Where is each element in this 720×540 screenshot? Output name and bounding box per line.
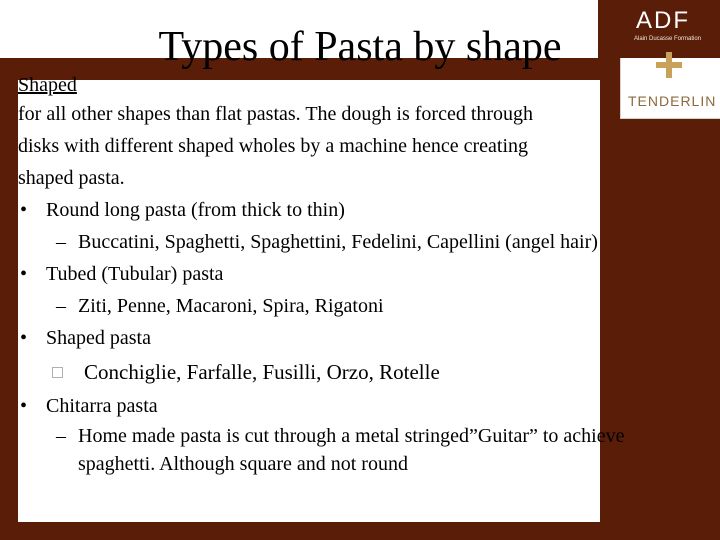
list-item-label: Shaped pasta xyxy=(46,327,151,349)
sub-list-item xyxy=(18,290,708,322)
adf-logo-text: ADF xyxy=(636,7,690,34)
list-item-label: Round long pasta (from thick to thin) xyxy=(46,199,345,221)
dash-icon: – xyxy=(56,295,66,317)
sub-list-item xyxy=(18,422,708,478)
partner-logo-text: TENDERLIN xyxy=(628,93,717,109)
intro-line: shaped pasta. xyxy=(18,167,125,189)
sub-list-item-label: Home made pasta is cut through a metal stringed”Guitar” to achieve xyxy=(78,425,625,447)
intro-line: disks with different shaped wholes by a machine hence creating xyxy=(18,135,529,157)
pasta-type-list xyxy=(18,194,708,478)
square-bullet-icon xyxy=(52,367,63,378)
adf-logo-subtitle: Alain Ducasse Formation xyxy=(634,36,702,42)
intro-line: for all other shapes than flat pastas. The dough is forced through xyxy=(18,103,534,125)
bullet-icon: • xyxy=(20,263,28,285)
slide-body xyxy=(18,72,708,478)
list-item xyxy=(18,322,708,354)
dash-icon: – xyxy=(56,231,66,253)
slide-title-text: Types of Pasta by shape xyxy=(158,24,562,70)
list-item-label: Chitarra pasta xyxy=(46,395,158,417)
sub-list-item-label: Buccatini, Spaghetti, Spaghettini, Fedelini, Capellini (angel hair) xyxy=(78,231,598,253)
bullet-icon: • xyxy=(20,327,28,349)
sub-list-item xyxy=(18,226,708,258)
dash-icon: – xyxy=(56,425,66,447)
bullet-icon: • xyxy=(20,395,28,417)
sub-list-item xyxy=(18,354,708,390)
sub-list-item-label: Conchiglie, Farfalle, Fusilli, Orzo, Rotelle xyxy=(84,360,440,384)
list-item xyxy=(18,390,708,422)
section-heading: Shaped xyxy=(18,74,77,96)
list-item xyxy=(18,258,708,290)
sub-list-item-label: Ziti, Penne, Macaroni, Spira, Rigatoni xyxy=(78,295,384,317)
list-item xyxy=(18,194,708,226)
list-item-label: Tubed (Tubular) pasta xyxy=(46,263,224,285)
sub-list-item-label-continued: spaghetti. Although square and not round xyxy=(78,453,408,475)
bullet-icon: • xyxy=(20,199,28,221)
